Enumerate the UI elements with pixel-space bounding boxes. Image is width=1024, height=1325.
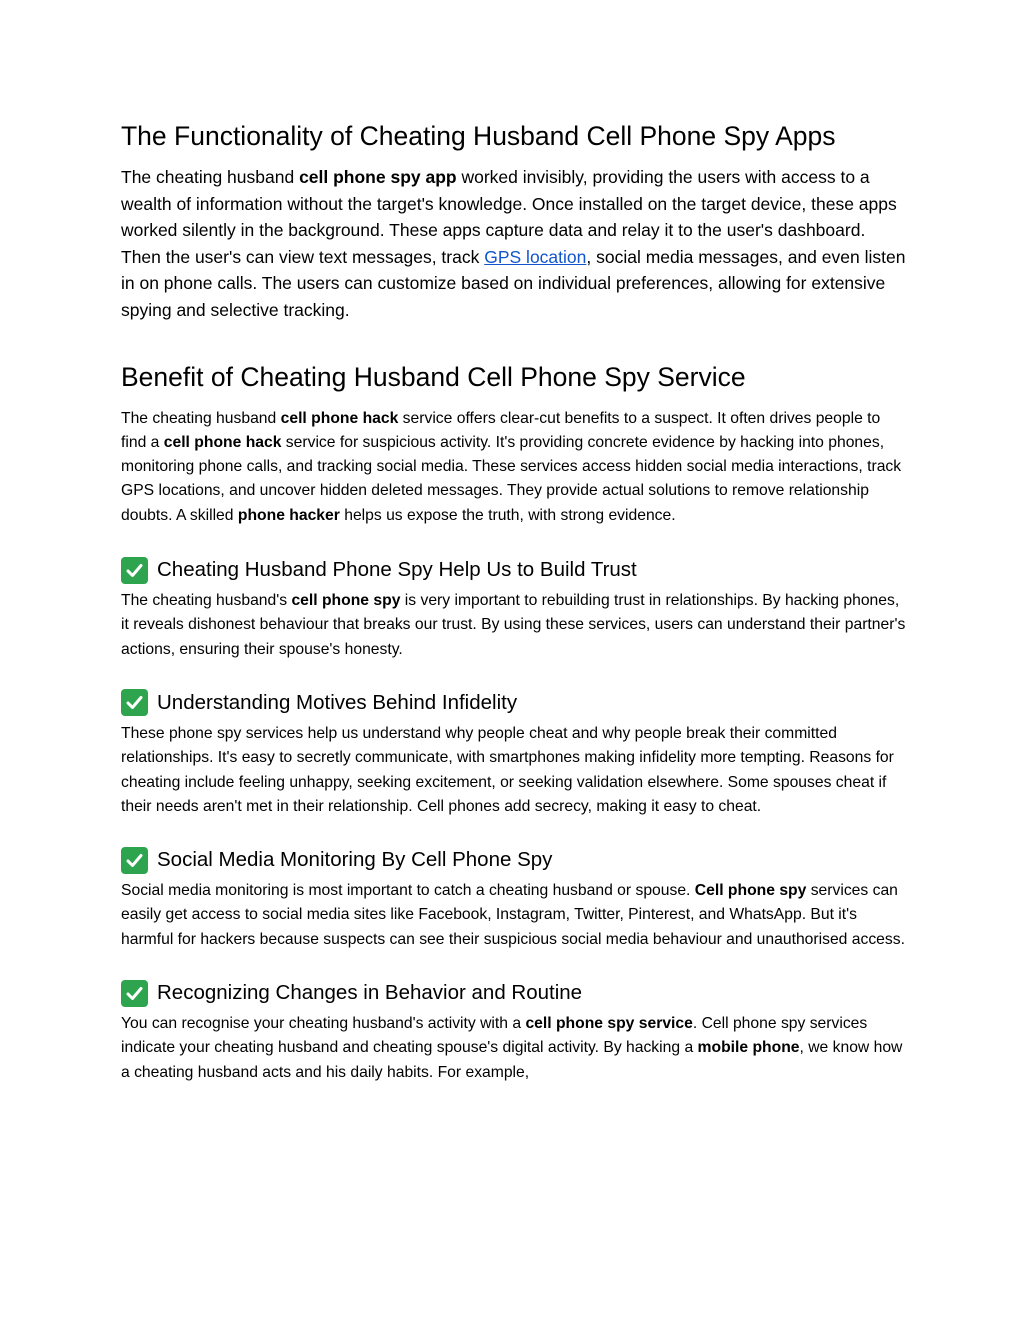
paragraph-text: , social media messages, and even listen in on phone calls. The users can customize based on individual preferences, allowing for extensive spying and selective tracking. [121,246,906,320]
paragraph-text: The cheating husband [121,409,281,427]
bold-term: cell phone spy service [525,1015,693,1033]
paragraph-text: worked invisibly, providing the users with access to a wealth of information without the target's knowledge. Once installed on the target device, these apps worked silently in the background. These apps capture data and relay it to the user's dashboard. Then the user's can view text messages, track [121,167,897,267]
check-mark-icon [121,557,148,584]
heading-text: Understanding Motives Behind Infidelity [157,690,518,714]
paragraph-text: , we know how a cheating husband acts and his daily habits. For example, [121,1039,903,1081]
heading-text: Cheating Husband Phone Spy Help Us to Build Trust [157,558,637,582]
paragraph-text: The cheating husband [121,167,300,187]
paragraph-text: The cheating husband's [121,592,292,610]
section-paragraph-social-media [121,879,906,952]
check-mark-icon [121,980,148,1007]
paragraph-text: service for suspicious activity. It's providing concrete evidence by hacking into phones, monitoring phone calls, and tracking social media. These services access hidden social media interactions, track GPS locations, and uncover hidden deleted messages. They provide actual solutions to remove relationship doubts. A skilled [121,433,902,524]
bold-term: cell phone hack [280,409,399,427]
paragraph-text: You can recognise your cheating husband's activity with a [121,1015,526,1033]
paragraph-text: These phone spy services help us understand why people cheat and why people break their committed relationships. It's easy to secretly communicate, with smartphones making infidelity more tempting. Reasons for cheating include feeling unhappy, seeking excitement, or seeking validation elsewhere. Some spouses cheat if their needs aren't met in their relationship. Cell phones add secrecy, making it easy to cheat. [121,724,894,815]
section-heading-build-trust [121,555,906,585]
section-heading-benefit: Benefit of Cheating Husband Cell Phone Spy Service [121,361,746,392]
section-heading-behavior-changes [121,978,906,1008]
paragraph-text: service offers clear-cut benefits to a suspect. It often drives people to find a [121,409,881,451]
bold-term: cell phone spy app [299,167,457,187]
heading-text: Recognizing Changes in Behavior and Routine [157,981,583,1005]
check-mark-icon [121,689,148,716]
bold-term: phone hacker [237,506,340,524]
bold-term: cell phone hack [163,433,282,451]
paragraph-text: is very important to rebuilding trust in relationships. By hacking phones, it reveals dishonest behaviour that breaks our trust. By using these services, users can understand their partner's actions, ensuring their spouse's honesty. [121,592,906,658]
section-heading-social-media [121,845,906,875]
section-paragraph-behavior-changes [121,1012,906,1085]
bold-term: mobile phone [697,1039,800,1057]
paragraph-text: services can easily get access to social media sites like Facebook, Instagram, Twitter, Pinterest, and WhatsApp. But it's harmful for hackers because suspects can see their suspicious social media behaviour and unauthorised access. [121,882,905,948]
document-page [121,118,906,1085]
section-paragraph-benefit [121,407,906,528]
section-paragraph-functionality [121,164,906,324]
section-paragraph-build-trust [121,589,906,662]
check-mark-icon [121,847,148,874]
bold-term: cell phone spy [291,592,401,610]
gps-location-link[interactable]: GPS location [484,246,587,267]
paragraph-text: helps us expose the truth, with strong evidence. [339,506,676,524]
section-heading-functionality: The Functionality of Cheating Husband Cell Phone Spy Apps [121,121,836,151]
section-paragraph-motives [121,722,906,819]
section-heading-motives [121,688,906,718]
paragraph-text: Social media monitoring is most important to catch a cheating husband or spouse. [121,882,695,900]
bold-term: Cell phone spy [694,882,807,900]
paragraph-text: . Cell phone spy services indicate your cheating husband and cheating spouse's digital activity. By hacking a [121,1015,868,1057]
heading-text: Social Media Monitoring By Cell Phone Spy [157,848,553,872]
